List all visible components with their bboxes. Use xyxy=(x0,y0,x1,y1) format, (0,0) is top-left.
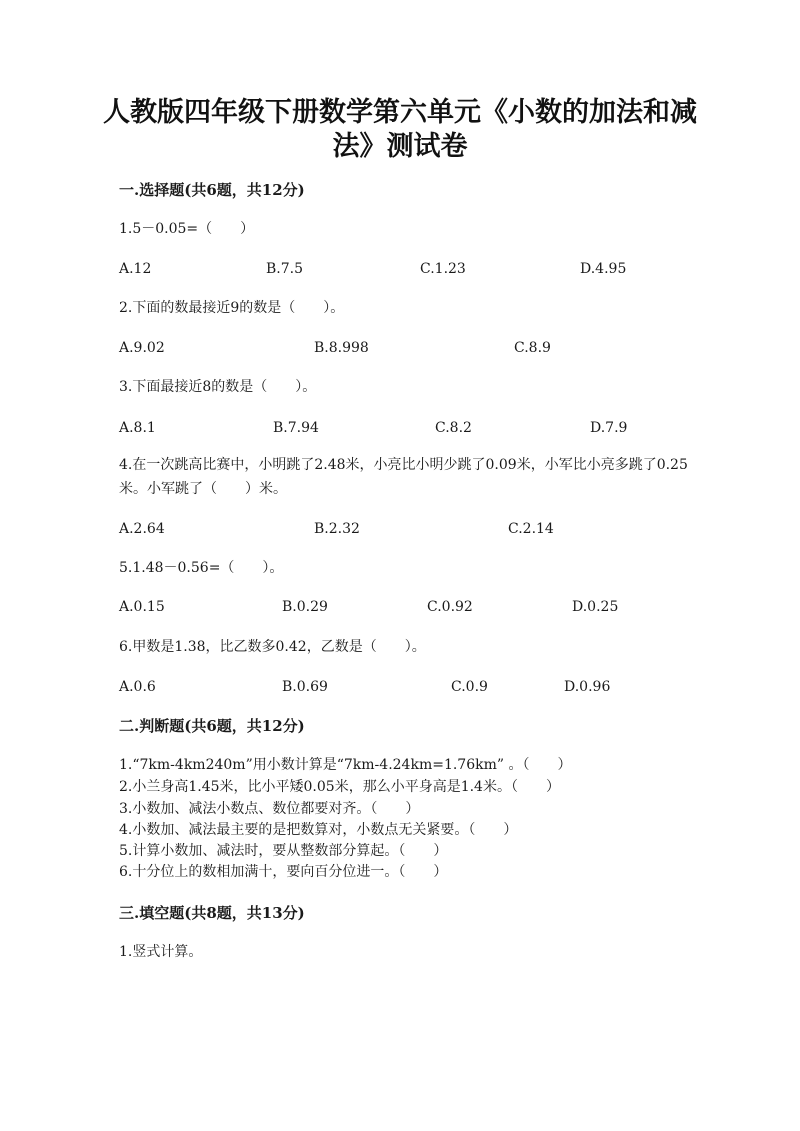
choice-question-2: 2.下面的数最接近9的数是（ ）。 xyxy=(119,300,345,316)
choice-option: D.7.9 xyxy=(590,420,628,436)
choice-question-6: 6.甲数是1.38，比乙数多0.42，乙数是（ ）。 xyxy=(119,639,426,655)
choice-question-5: 5.1.48－0.56=（ ）。 xyxy=(119,560,284,576)
section-heading-judge: 二.判断题(共6题，共12分) xyxy=(119,717,305,735)
choice-option: B.0.29 xyxy=(282,599,328,615)
judge-item-3: 3.小数加、减法小数点、数位都要对齐。（ ） xyxy=(119,801,420,817)
choice-option: B.2.32 xyxy=(314,521,360,537)
choice-option: C.1.23 xyxy=(420,261,466,277)
choice-option: C.8.2 xyxy=(435,420,472,436)
judge-item-6: 6.十分位上的数相加满十，要向百分位进一。（ ） xyxy=(119,864,448,880)
judge-item-5: 5.计算小数加、减法时，要从整数部分算起。（ ） xyxy=(119,843,448,859)
page-title-line1: 人教版四年级下册数学第六单元《小数的加法和减 xyxy=(103,97,697,128)
choice-option: A.0.6 xyxy=(119,679,156,695)
choice-option: D.0.96 xyxy=(564,679,611,695)
choice-option: B.7.94 xyxy=(273,420,319,436)
judge-item-1: 1.“7km-4km240m”用小数计算是“7km-4.24km=1.76km” 。（ ） xyxy=(119,757,572,773)
choice-option: D.0.25 xyxy=(572,599,619,615)
choice-option: A.12 xyxy=(119,261,152,277)
choice-option: A.2.64 xyxy=(119,521,165,537)
section-heading-choice: 一.选择题(共6题，共12分) xyxy=(119,181,305,199)
judge-item-4: 4.小数加、减法最主要的是把数算对，小数点无关紧要。（ ） xyxy=(119,822,518,838)
page-title-line2: 法》测试卷 xyxy=(332,131,468,162)
fill-question-1: 1.竖式计算。 xyxy=(119,944,203,960)
choice-option: A.8.1 xyxy=(119,420,156,436)
choice-question-1: 1.5－0.05=（ ） xyxy=(119,221,255,237)
choice-option: B.8.998 xyxy=(314,340,369,356)
choice-option: C.2.14 xyxy=(508,521,554,537)
choice-option: B.7.5 xyxy=(266,261,304,277)
section-heading-fill: 三.填空题(共8题，共13分) xyxy=(119,904,305,922)
choice-option: C.0.92 xyxy=(427,599,473,615)
choice-option: A.9.02 xyxy=(119,340,165,356)
choice-question-4: 4.在一次跳高比赛中，小明跳了2.48米，小亮比小明少跳了0.09米，小军比小亮多跳了0.25米。小军跳了（ ）米。 xyxy=(119,457,688,497)
page-title xyxy=(100,96,700,164)
choice-question-3: 3.下面最接近8的数是（ ）。 xyxy=(119,379,317,395)
choice-option: C.8.9 xyxy=(514,340,551,356)
choice-option: B.0.69 xyxy=(282,679,328,695)
judge-item-2: 2.小兰身高1.45米，比小平矮0.05米，那么小平身高是1.4米。（ ） xyxy=(119,779,560,795)
choice-option: C.0.9 xyxy=(451,679,488,695)
choice-option: A.0.15 xyxy=(119,599,165,615)
choice-option: D.4.95 xyxy=(580,261,627,277)
